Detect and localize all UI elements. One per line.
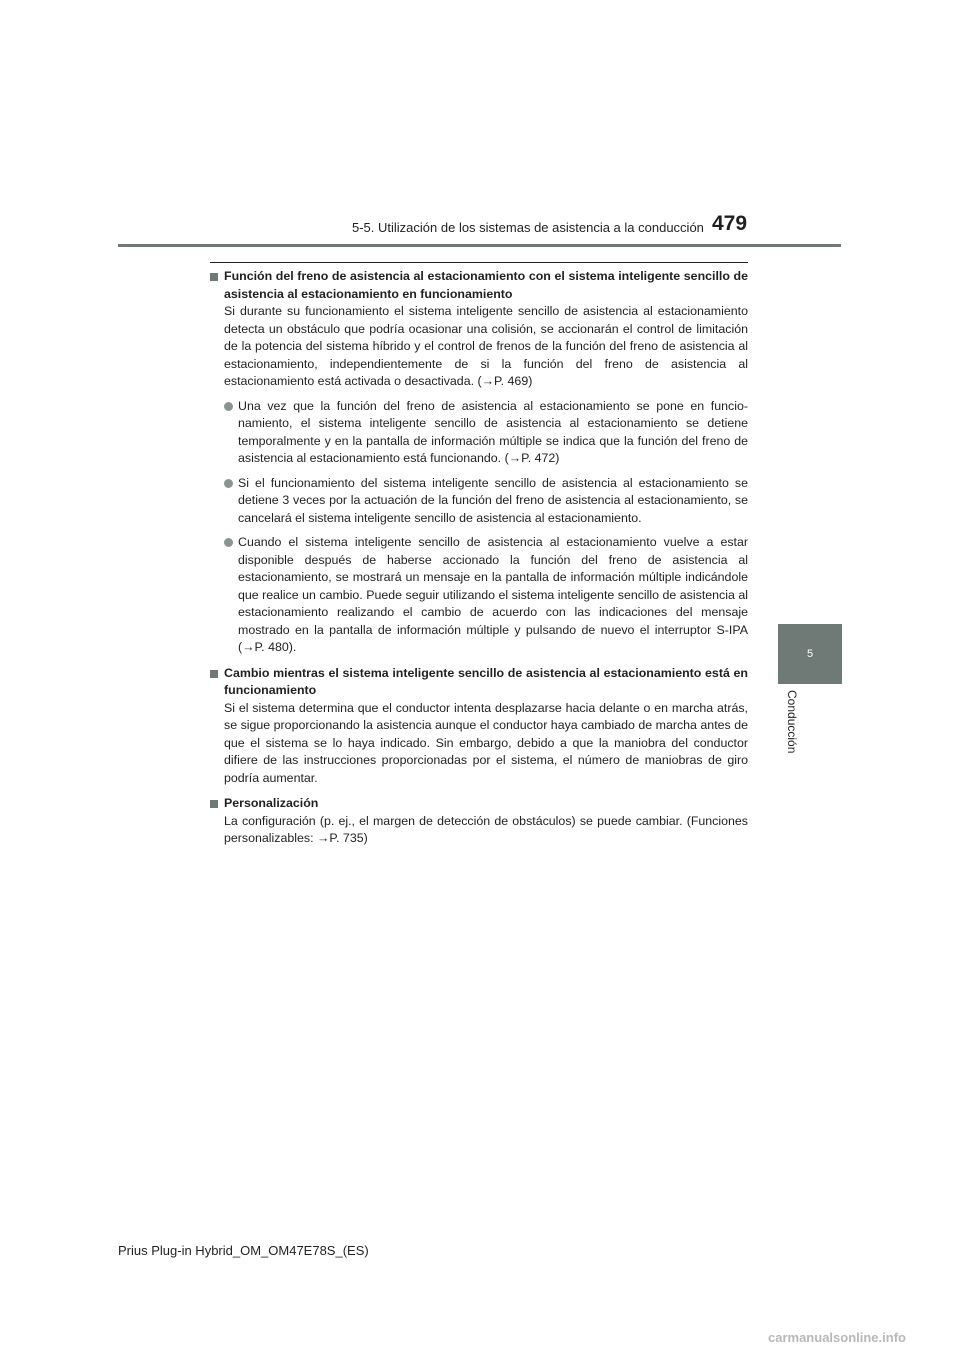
section-shift-during-operation [210,665,748,788]
chapter-tab[interactable] [778,624,842,684]
document-id: Prius Plug-in Hybrid_OM_OM47E78S_(ES) [118,1243,369,1258]
header-divider [118,244,841,247]
section-square-icon [210,800,218,808]
bullet-dot-icon [224,479,233,488]
bullet-text: Una vez que la función del freno de asistencia al estacionamiento se pone en funcionamiento, el sistema inteligente sencillo de asistencia al estacionamiento se detiene temporalmente y en la pantalla de información múltiple se indica que la función del freno de asistencia al estacionamiento está funcionando. (→P. 472) [238,398,748,465]
section-body: Si durante su funcionamiento el sistema inteligente sencillo de asistencia al estacionamiento detecta un obstáculo que podría ocasionar una colisión, se accionarán el control de limitación de la potencia del sistema híbrido y el control de frenos de la función del freno de asistencia al estacionamiento, independientemente de si la función del freno de asistencia al estacionamiento está activada o desactivada. (→P. 469) [224,304,748,388]
list-item [210,534,748,657]
section-parking-brake-function [210,268,748,657]
bullet-dot-icon [224,402,233,411]
chapter-number: 5 [806,648,814,660]
page-content [210,268,748,856]
section-square-icon [210,273,218,281]
watermark: carmanualsonline.info [768,1330,906,1345]
list-item [210,398,748,468]
page-number: 479 [712,212,748,235]
section-title: Personalización [224,796,319,810]
section-body: La configuración (p. ej., el margen de detección de obstáculos) se puede cambiar. (Funciones personalizables: →P. 735) [224,813,748,845]
content-divider [210,262,748,263]
section-body: Si el sistema determina que el conductor intenta desplazarse hacia delante o en marcha atrás, se sigue proporcionando la asistencia aunque el conductor haya cambiado de marcha antes de que el sistema se lo haya indicado. Sin embargo, debido a que la maniobra del conductor difiere de las instrucciones proporcionadas por el sistema, el número de maniobras de giro podría aumentar. [224,700,748,785]
chapter-label: Conducción [785,690,799,754]
running-header: 5-5. Utilización de los sistemas de asistencia a la conducción [352,220,704,235]
section-customization [210,795,748,848]
bullet-dot-icon [224,538,233,547]
section-title: Cambio mientras el sistema inteligente sencillo de asistencia al estacionamiento está en funcionamiento [224,665,748,697]
section-square-icon [210,670,218,678]
bullet-text: Si el funcionamiento del sistema inteligente sencillo de asistencia al estacionamiento se detiene 3 veces por la actuación de la función del freno de asistencia al estacionamiento, se cancelará el sistema inteligente sencillo de asistencia al estacionamiento. [238,475,748,525]
bullet-text: Cuando el sistema inteligente sencillo de asistencia al estacionamiento vuelve a estar disponible después de haberse accionado la función del freno de asistencia al estacionamiento, se mostrará un mensaje en la pantalla de información múltiple indicándole que realice un cambio. Puede seguir utilizando el sistema inteligente sencillo de asistencia al estacionamiento realizando el cambio de acuerdo con las indicaciones del mensaje mostrado en la pantalla de información múltiple y pulsando de nuevo el interruptor S-IPA (→P. 480). [238,535,748,654]
list-item [210,475,748,528]
section-title: Función del freno de asistencia al estacionamiento con el sistema inteligente sencillo de asistencia al estacionamiento en funcionamiento [224,269,748,301]
